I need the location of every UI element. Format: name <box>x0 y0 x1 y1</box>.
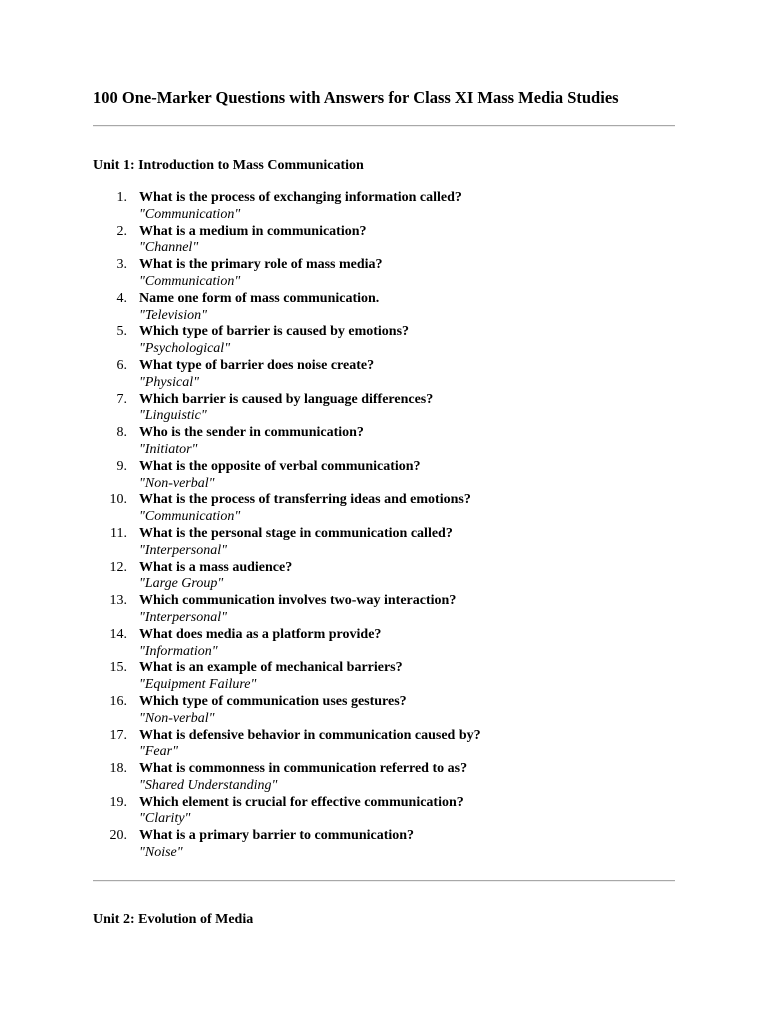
answer-text: "Fear" <box>139 744 178 760</box>
list-item <box>93 492 481 526</box>
item-number: 2. <box>116 223 127 239</box>
answer-text: "Communication" <box>139 206 241 222</box>
item-number: 14. <box>109 626 127 642</box>
question-text: What is the personal stage in communication called? <box>139 525 453 541</box>
list-item <box>93 761 481 795</box>
question-text: What is the process of exchanging information called? <box>139 190 462 205</box>
answer-text: "Equipment Failure" <box>139 677 257 693</box>
item-number: 10. <box>109 492 127 508</box>
list-item <box>93 526 481 560</box>
answer-text: "Large Group" <box>139 576 224 592</box>
answer-text: "Information" <box>139 643 218 659</box>
document-title: 100 One-Marker Questions with Answers for Class XI Mass Media Studies <box>93 88 619 107</box>
answer-text: "Psychological" <box>139 341 231 357</box>
item-number: 19. <box>109 794 127 810</box>
item-number: 6. <box>116 357 127 373</box>
item-number: 20. <box>109 828 127 844</box>
list-item <box>93 459 481 493</box>
question-text: What does media as a platform provide? <box>139 626 382 642</box>
question-text: What is the primary role of mass media? <box>139 257 383 273</box>
list-item <box>93 224 481 258</box>
question-text: Which communication involves two-way interaction? <box>139 593 457 609</box>
list-item <box>93 728 481 762</box>
unit-heading: Unit 2: Evolution of Media <box>93 912 254 927</box>
list-item <box>93 660 481 694</box>
answer-text: "Interpersonal" <box>139 542 227 558</box>
answer-text: "Communication" <box>139 509 241 525</box>
item-number: 16. <box>109 693 127 709</box>
list-item <box>93 560 481 594</box>
question-text: Which element is crucial for effective communication? <box>139 794 464 810</box>
item-number: 12. <box>109 559 127 575</box>
question-text: Which type of barrier is caused by emotions? <box>139 324 410 340</box>
item-number: 5. <box>116 324 127 340</box>
question-text: What is an example of mechanical barriers? <box>139 660 403 676</box>
question-text: Which type of communication uses gestures? <box>139 693 407 709</box>
list-item <box>93 627 481 661</box>
answer-text: "Linguistic" <box>139 408 207 424</box>
list-item <box>93 425 481 459</box>
question-text: What type of barrier does noise create? <box>139 357 375 373</box>
list-item <box>93 291 481 325</box>
item-number: 18. <box>109 761 127 777</box>
question-list <box>93 190 481 862</box>
list-item <box>93 795 481 829</box>
question-text: What is commonness in communication referred to as? <box>139 761 468 777</box>
list-item <box>93 694 481 728</box>
item-number: 9. <box>116 458 127 474</box>
answer-text: "Noise" <box>139 845 183 861</box>
section-divider <box>93 880 675 882</box>
question-text: What is a mass audience? <box>139 559 293 575</box>
answer-text: "Channel" <box>139 240 199 256</box>
answer-text: "Non-verbal" <box>139 475 215 491</box>
item-number: 13. <box>109 593 127 609</box>
section-divider <box>93 125 675 127</box>
question-text: Who is the sender in communication? <box>139 425 364 441</box>
question-text: What is the opposite of verbal communication? <box>139 458 421 474</box>
list-item <box>93 828 481 862</box>
item-number: 15. <box>109 660 127 676</box>
item-number: 3. <box>116 257 127 273</box>
list-item <box>93 593 481 627</box>
question-text: Name one form of mass communication. <box>139 290 380 306</box>
answer-text: "Physical" <box>139 374 199 390</box>
list-item <box>93 324 481 358</box>
item-number: 1. <box>116 190 127 205</box>
unit-heading: Unit 1: Introduction to Mass Communication <box>93 158 364 173</box>
list-item <box>93 190 481 224</box>
question-text: Which barrier is caused by language differences? <box>139 391 434 407</box>
list-item <box>93 392 481 426</box>
item-number: 11. <box>110 525 127 541</box>
question-text: What is the process of transferring ideas and emotions? <box>139 492 471 508</box>
list-item <box>93 358 481 392</box>
answer-text: "Interpersonal" <box>139 609 227 625</box>
answer-text: "Clarity" <box>139 811 191 827</box>
item-number: 4. <box>116 290 127 306</box>
answer-text: "Non-verbal" <box>139 710 215 726</box>
answer-text: "Shared Understanding" <box>139 777 278 793</box>
answer-text: "Communication" <box>139 273 241 289</box>
question-text: What is defensive behavior in communication caused by? <box>139 727 481 743</box>
item-number: 7. <box>116 391 127 407</box>
list-item <box>93 257 481 291</box>
question-text: What is a medium in communication? <box>139 223 367 239</box>
answer-text: "Television" <box>139 307 208 323</box>
question-text: What is a primary barrier to communication? <box>139 828 415 844</box>
item-number: 8. <box>116 425 127 441</box>
answer-text: "Initiator" <box>139 441 198 457</box>
item-number: 17. <box>109 727 127 743</box>
